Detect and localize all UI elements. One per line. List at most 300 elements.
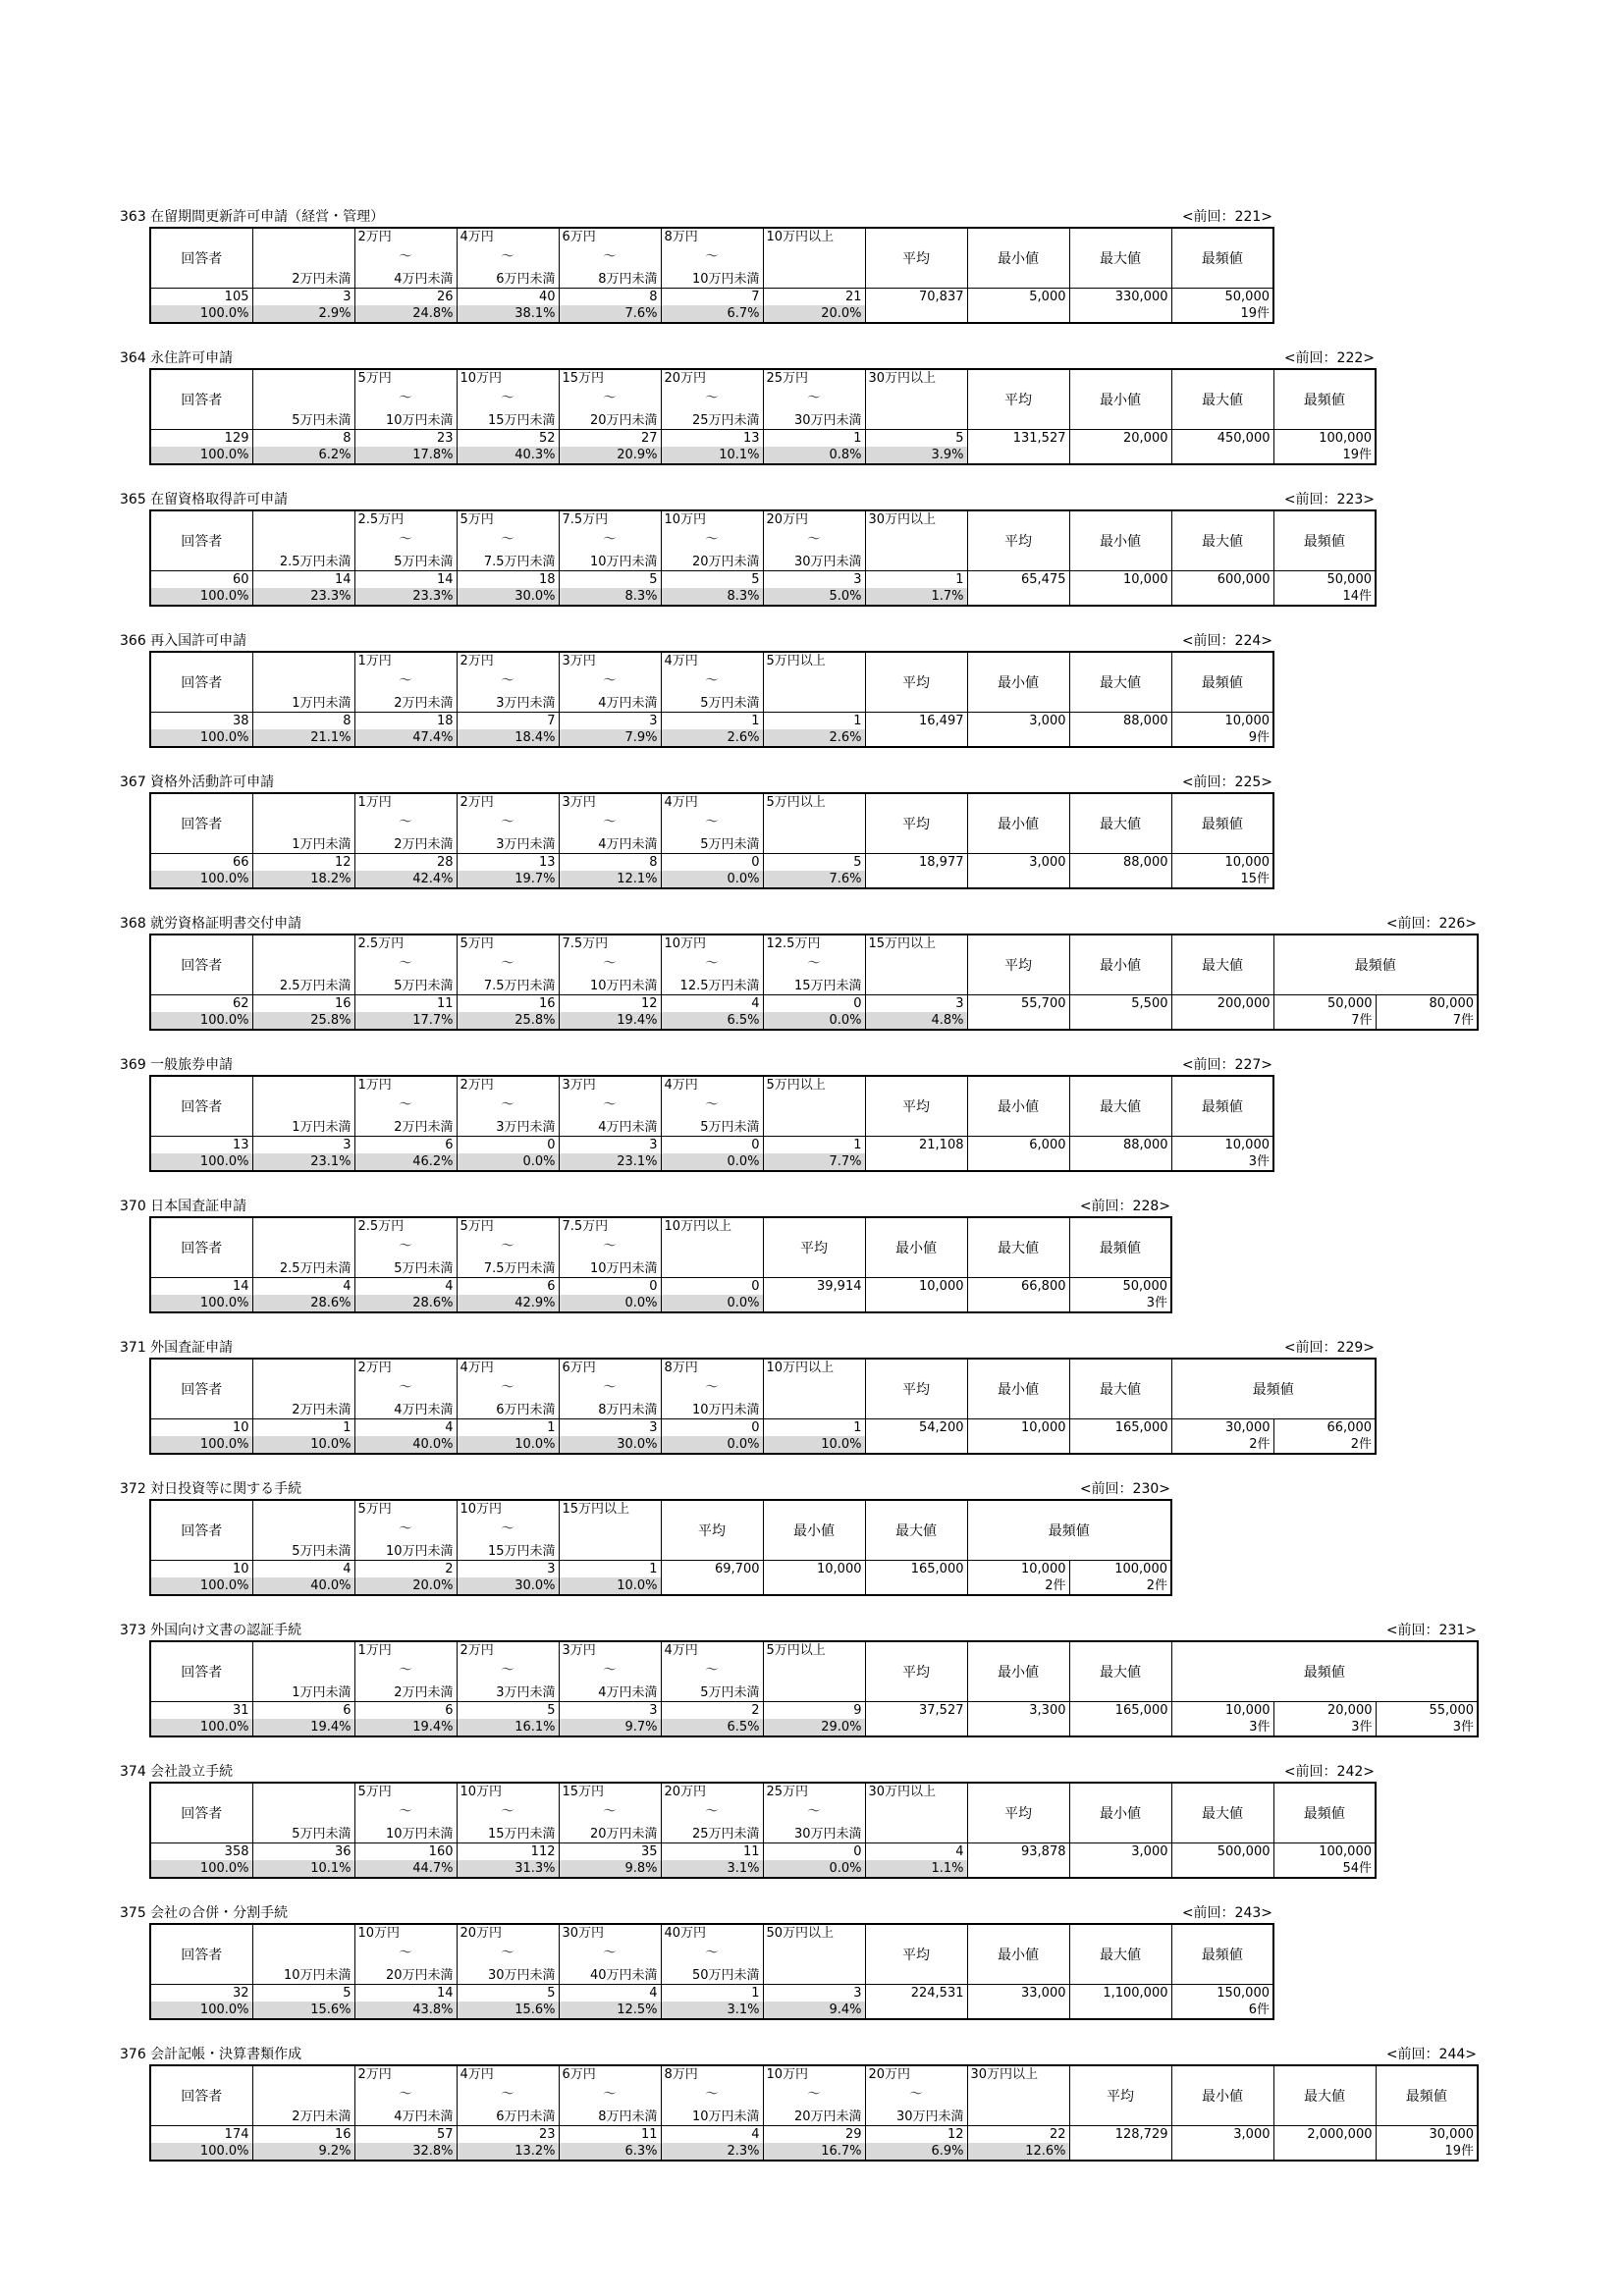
- max-header: [1069, 1641, 1171, 1702]
- bin-pct: 3.9%: [865, 447, 967, 464]
- mode-label: 最頻値: [1201, 1099, 1243, 1115]
- bin-pct: 25.8%: [252, 1012, 354, 1030]
- respondent-count: 10: [150, 1561, 252, 1578]
- mode-label: 最頻値: [1201, 1948, 1243, 1963]
- avg-header-label: 平均: [902, 1099, 930, 1115]
- section-title: 369 一般旅券申請: [120, 1057, 234, 1073]
- tilde: ～: [501, 2087, 514, 2102]
- respondent-count: 14: [150, 1278, 252, 1296]
- min-header-label: 最小値: [998, 817, 1039, 832]
- bin-upper: 2.5万円未満: [279, 555, 352, 569]
- bin-pct: 13.2%: [457, 2143, 559, 2161]
- bin-upper: 3万円未満: [496, 1685, 556, 1700]
- respondents-header: [150, 228, 252, 289]
- mode-count: 7件: [1376, 1012, 1478, 1030]
- bin-lower: 10万円以上: [664, 1219, 732, 1234]
- empty-cell: [1171, 1012, 1273, 1030]
- bin-pct: 24.8%: [354, 305, 457, 323]
- bin-header: [252, 1217, 354, 1278]
- bin-pct: 16.7%: [763, 2143, 865, 2161]
- max-header-label: 最大値: [1100, 1948, 1141, 1963]
- bin-pct: 21.1%: [252, 729, 354, 747]
- bin-header: [354, 1217, 457, 1278]
- avg-header-label: 平均: [902, 1665, 930, 1681]
- section-title: 366 再入国許可申請: [120, 633, 247, 649]
- empty-cell: [967, 1295, 1069, 1312]
- max-header: [1069, 652, 1171, 713]
- bin-lower: 8万円: [664, 1361, 698, 1375]
- empty-cell: [865, 1436, 967, 1454]
- tilde: ～: [603, 1097, 617, 1112]
- mode-count: 6件: [1171, 2002, 1273, 2019]
- tilde: ～: [399, 1239, 412, 1254]
- bin-header: [559, 1076, 661, 1137]
- min-header: [967, 1641, 1069, 1702]
- bin-header: [354, 1924, 457, 1985]
- bin-count: 1: [457, 1419, 559, 1437]
- min-value: 10,000: [763, 1561, 865, 1578]
- bin-pct: 3.1%: [661, 1860, 763, 1878]
- bin-header: [865, 510, 967, 571]
- bin-header: [763, 934, 865, 995]
- tilde: ～: [705, 1946, 719, 1960]
- bin-pct: 40.0%: [252, 1577, 354, 1595]
- mode-label: 最頻値: [1303, 393, 1345, 408]
- mode-value: 30,000: [1376, 2126, 1478, 2144]
- min-header: [763, 1500, 865, 1561]
- fee-distribution-table: [149, 792, 1274, 889]
- bin-header: [559, 1924, 661, 1985]
- respondent-total-pct: 100.0%: [150, 1577, 252, 1595]
- bin-count: 3: [457, 1561, 559, 1578]
- bin-upper: 7.5万円未満: [483, 979, 556, 993]
- bin-count: 1: [559, 1561, 661, 1578]
- bin-header: [252, 510, 354, 571]
- tilde: ～: [807, 532, 821, 547]
- bin-lower: 15万円: [562, 371, 605, 386]
- respondents-label: 回答者: [181, 1523, 223, 1539]
- tilde: ～: [705, 1097, 719, 1112]
- tilde: ～: [705, 1380, 719, 1395]
- bin-header: [865, 1783, 967, 1843]
- bin-header: [252, 1641, 354, 1702]
- respondents-header: [150, 1076, 252, 1137]
- bin-count: 0: [661, 1137, 763, 1154]
- tilde: ～: [603, 1663, 617, 1678]
- bin-count: 7: [661, 289, 763, 306]
- max-header-label: 最大値: [998, 1241, 1039, 1256]
- bin-header: [865, 369, 967, 430]
- bin-upper: 5万円未満: [394, 1261, 454, 1276]
- bin-upper: 5万円未満: [394, 979, 454, 993]
- bin-count: 5: [252, 1985, 354, 2002]
- bin-pct: 4.8%: [865, 1012, 967, 1030]
- bin-upper: 5万円未満: [700, 1120, 760, 1135]
- max-value: 88,000: [1069, 713, 1171, 730]
- bin-count: 5: [457, 1702, 559, 1720]
- tilde: ～: [399, 249, 412, 264]
- bin-count: 1: [661, 1985, 763, 2002]
- avg-value: 18,977: [865, 854, 967, 872]
- bin-upper: 5万円未満: [700, 837, 760, 852]
- mode-value: 50,000: [1069, 1278, 1171, 1296]
- bin-upper: 25万円未満: [691, 1827, 760, 1842]
- bin-count: 12: [252, 854, 354, 872]
- avg-header: [967, 510, 1069, 571]
- bin-pct: 3.1%: [661, 2002, 763, 2019]
- respondents-label: 回答者: [181, 675, 223, 691]
- bin-count: 4: [661, 995, 763, 1013]
- tilde: ～: [501, 956, 514, 971]
- bin-pct: 17.7%: [354, 1012, 457, 1030]
- min-header-label: 最小値: [998, 675, 1039, 691]
- bin-pct: 8.3%: [559, 588, 661, 606]
- bin-upper: 7.5万円未満: [483, 1261, 556, 1276]
- bin-upper: 6万円未満: [496, 2109, 556, 2124]
- avg-header-label: 平均: [902, 1382, 930, 1398]
- bin-upper: 5万円未満: [292, 1827, 352, 1842]
- avg-header-label: 平均: [902, 1948, 930, 1963]
- avg-header-label: 平均: [698, 1523, 726, 1539]
- min-header: [967, 1359, 1069, 1419]
- bin-header: [559, 510, 661, 571]
- respondent-count: 38: [150, 713, 252, 730]
- empty-cell: [865, 1577, 967, 1595]
- bin-lower: 20万円: [460, 1926, 503, 1941]
- fee-distribution-table: [149, 1216, 1172, 1313]
- bin-count: 2: [661, 1702, 763, 1720]
- bin-lower: 2万円: [460, 1078, 494, 1093]
- bin-header: [763, 369, 865, 430]
- bin-lower: 8万円: [664, 230, 698, 244]
- bin-lower: 10万円: [766, 2067, 809, 2082]
- bin-pct: 23.3%: [252, 588, 354, 606]
- bin-count: 21: [763, 289, 865, 306]
- bin-header: [559, 934, 661, 995]
- bin-count: 16: [252, 995, 354, 1013]
- tilde: ～: [807, 2087, 821, 2102]
- max-header: [1069, 1076, 1171, 1137]
- bin-pct: 9.7%: [559, 1719, 661, 1736]
- bin-pct: 23.1%: [252, 1153, 354, 1171]
- bin-header: [252, 2065, 354, 2126]
- section-title: 376 会計記帳・決算書類作成: [120, 2047, 302, 2062]
- bin-count: 1: [763, 713, 865, 730]
- bin-pct: 6.5%: [661, 1719, 763, 1736]
- min-value: 10,000: [1069, 571, 1171, 589]
- mode-value: 66,000: [1273, 1419, 1376, 1437]
- mode-header: [1171, 1924, 1273, 1985]
- bin-pct: 46.2%: [354, 1153, 457, 1171]
- bin-count: 14: [252, 571, 354, 589]
- bin-upper: 8万円未満: [598, 1403, 658, 1417]
- bin-pct: 6.2%: [252, 447, 354, 464]
- bin-pct: 9.4%: [763, 2002, 865, 2019]
- max-header-label: 最大値: [1100, 817, 1141, 832]
- empty-cell: [1069, 305, 1171, 323]
- bin-pct: 30.0%: [457, 1577, 559, 1595]
- max-header-label: 最大値: [895, 1523, 937, 1539]
- max-value: 88,000: [1069, 854, 1171, 872]
- respondent-total-pct: 100.0%: [150, 588, 252, 606]
- max-header: [1171, 1783, 1273, 1843]
- bin-lower: 2万円: [460, 1643, 494, 1658]
- bin-upper: 4万円未満: [598, 696, 658, 711]
- bin-count: 28: [354, 854, 457, 872]
- bin-header: [252, 369, 354, 430]
- avg-header-label: 平均: [1004, 1806, 1032, 1822]
- avg-header-label: 平均: [902, 817, 930, 832]
- bin-pct: 15.6%: [252, 2002, 354, 2019]
- mode-header: [1171, 793, 1273, 854]
- max-value: 165,000: [1069, 1702, 1171, 1720]
- mode-count: 3件: [1171, 1153, 1273, 1171]
- max-header: [1069, 1359, 1171, 1419]
- bin-pct: 43.8%: [354, 2002, 457, 2019]
- tilde: ～: [501, 1522, 514, 1536]
- min-header: [1069, 369, 1171, 430]
- max-header-label: 最大値: [1304, 2089, 1345, 2105]
- bin-pct: 10.0%: [252, 1436, 354, 1454]
- bin-lower: 7.5万円: [562, 936, 609, 951]
- bin-count: 0: [661, 854, 763, 872]
- avg-header: [865, 793, 967, 854]
- respondent-count: 31: [150, 1702, 252, 1720]
- bin-lower: 1万円: [357, 795, 392, 810]
- mode-value: 50,000: [1171, 289, 1273, 306]
- mode-header: [1171, 1076, 1273, 1137]
- bin-pct: 0.0%: [457, 1153, 559, 1171]
- bin-lower: 4万円: [460, 230, 494, 244]
- bin-pct: 0.0%: [763, 1012, 865, 1030]
- bin-lower: 4万円: [664, 795, 698, 810]
- bin-upper: 5万円未満: [292, 413, 352, 428]
- bin-header: [763, 1076, 865, 1137]
- bin-count: 1: [763, 430, 865, 448]
- empty-cell: [1069, 1719, 1171, 1736]
- bin-pct: 17.8%: [354, 447, 457, 464]
- bin-lower: 4万円: [664, 654, 698, 668]
- bin-header: [457, 1924, 559, 1985]
- bin-pct: 38.1%: [457, 305, 559, 323]
- empty-cell: [661, 1577, 763, 1595]
- bin-pct: 19.4%: [559, 1012, 661, 1030]
- bin-pct: 7.9%: [559, 729, 661, 747]
- bin-header: [354, 934, 457, 995]
- bin-upper: 2万円未満: [394, 1120, 454, 1135]
- avg-header-label: 平均: [1004, 958, 1032, 974]
- bin-pct: 23.3%: [354, 588, 457, 606]
- respondents-label: 回答者: [181, 1806, 223, 1822]
- bin-count: 4: [354, 1278, 457, 1296]
- mode-header: [1376, 2065, 1478, 2126]
- bin-upper: 30万円未満: [793, 555, 862, 569]
- bin-pct: 32.8%: [354, 2143, 457, 2161]
- min-header-label: 最小値: [998, 1948, 1039, 1963]
- tilde: ～: [399, 1804, 412, 1819]
- tilde: ～: [603, 956, 617, 971]
- empty-cell: [1069, 2002, 1171, 2019]
- bin-lower: 10万円: [460, 1785, 503, 1799]
- bin-header: [661, 1924, 763, 1985]
- bin-lower: 5万円: [460, 512, 494, 527]
- bin-lower: 4万円: [460, 1361, 494, 1375]
- bin-upper: 5万円未満: [292, 1544, 352, 1559]
- max-header-label: 最大値: [1202, 393, 1243, 408]
- previous-ref: <前回：221>: [1181, 209, 1272, 225]
- mode-value: 10,000: [1171, 854, 1273, 872]
- bin-lower: 2万円: [460, 654, 494, 668]
- bin-count: 11: [661, 1843, 763, 1861]
- bin-upper: 30万円未満: [793, 413, 862, 428]
- max-header: [1069, 228, 1171, 289]
- tilde: ～: [399, 391, 412, 405]
- bin-pct: 44.7%: [354, 1860, 457, 1878]
- bin-lower: 4万円: [460, 2067, 494, 2082]
- section-title: 371 外国査証申請: [120, 1340, 234, 1356]
- fee-distribution-table: [149, 1358, 1377, 1455]
- bin-header: [252, 652, 354, 713]
- avg-value: 224,531: [865, 1985, 967, 2002]
- avg-header: [1069, 2065, 1171, 2126]
- bin-header: [457, 934, 559, 995]
- min-value: 33,000: [967, 1985, 1069, 2002]
- bin-pct: 5.0%: [763, 588, 865, 606]
- bin-header: [559, 228, 661, 289]
- tilde: ～: [705, 1804, 719, 1819]
- bin-header: [661, 228, 763, 289]
- bin-upper: 4万円未満: [598, 837, 658, 852]
- mode-value: 10,000: [967, 1561, 1069, 1578]
- bin-count: 0: [457, 1137, 559, 1154]
- mode-label: 最頻値: [1252, 1382, 1294, 1398]
- max-header-label: 最大値: [1100, 1382, 1141, 1398]
- min-value: 3,000: [1069, 1843, 1171, 1861]
- respondent-count: 62: [150, 995, 252, 1013]
- bin-lower: 30万円以上: [868, 1785, 937, 1799]
- bin-count: 16: [252, 2126, 354, 2144]
- previous-ref: <前回：225>: [1181, 774, 1272, 790]
- bin-header: [354, 228, 457, 289]
- tilde: ～: [603, 391, 617, 405]
- bin-header: [559, 1641, 661, 1702]
- bin-pct: 2.6%: [763, 729, 865, 747]
- respondent-total-pct: 100.0%: [150, 1012, 252, 1030]
- respondent-total-pct: 100.0%: [150, 729, 252, 747]
- max-header: [1171, 510, 1273, 571]
- bin-upper: 6万円未満: [496, 1403, 556, 1417]
- bin-header: [354, 1641, 457, 1702]
- bin-header: [252, 1076, 354, 1137]
- bin-upper: 1万円未満: [292, 837, 352, 852]
- bin-lower: 20万円: [664, 1785, 707, 1799]
- min-value: 10,000: [865, 1278, 967, 1296]
- bin-upper: 50万円未満: [691, 1968, 760, 1983]
- section-title: 375 会社の合併・分割手続: [120, 1905, 289, 1921]
- empty-cell: [967, 305, 1069, 323]
- mode-count: 19件: [1376, 2143, 1478, 2161]
- min-value: 10,000: [967, 1419, 1069, 1437]
- bin-lower: 30万円: [562, 1926, 605, 1941]
- bin-pct: 19.7%: [457, 871, 559, 888]
- bin-upper: 4万円未満: [598, 1120, 658, 1135]
- min-header-label: 最小値: [1100, 534, 1141, 550]
- tilde: ～: [399, 1946, 412, 1960]
- bin-pct: 2.6%: [661, 729, 763, 747]
- bin-lower: 4万円: [664, 1078, 698, 1093]
- respondents-label: 回答者: [181, 534, 223, 550]
- min-value: 3,300: [967, 1702, 1069, 1720]
- mode-count: 7件: [1273, 1012, 1376, 1030]
- mode-count: 2件: [1273, 1436, 1376, 1454]
- bin-pct: 10.1%: [661, 447, 763, 464]
- bin-count: 4: [559, 1985, 661, 2002]
- bin-header: [559, 2065, 661, 2126]
- fee-distribution-table: [149, 934, 1479, 1031]
- bin-lower: 50万円以上: [766, 1926, 835, 1941]
- bin-lower: 3万円: [562, 795, 596, 810]
- avg-header-label: 平均: [800, 1241, 828, 1256]
- empty-cell: [967, 1153, 1069, 1171]
- bin-header: [763, 1359, 865, 1419]
- bin-pct: 23.1%: [559, 1153, 661, 1171]
- bin-header: [763, 793, 865, 854]
- bin-count: 12: [865, 2126, 967, 2144]
- bin-pct: 15.6%: [457, 2002, 559, 2019]
- bin-lower: 30万円以上: [970, 2067, 1039, 2082]
- bin-lower: 2万円: [357, 230, 392, 244]
- min-header: [1069, 510, 1171, 571]
- previous-ref: <前回：231>: [1385, 1623, 1477, 1638]
- mode-value: 100,000: [1273, 430, 1376, 448]
- respondents-label: 回答者: [181, 1665, 223, 1681]
- bin-upper: 10万円未満: [691, 2109, 760, 2124]
- bin-pct: 1.7%: [865, 588, 967, 606]
- bin-upper: 4万円未満: [598, 1685, 658, 1700]
- mode-label: 最頻値: [1201, 251, 1243, 267]
- bin-header: [354, 793, 457, 854]
- respondent-total-pct: 100.0%: [150, 1719, 252, 1736]
- tilde: ～: [399, 1097, 412, 1112]
- bin-pct: 9.8%: [559, 1860, 661, 1878]
- empty-cell: [967, 1436, 1069, 1454]
- max-header: [1171, 934, 1273, 995]
- bin-lower: 2.5万円: [357, 512, 405, 527]
- mode-value: 100,000: [1069, 1561, 1171, 1578]
- mode-label: 最頻値: [1099, 1241, 1141, 1256]
- empty-cell: [967, 447, 1069, 464]
- mode-label: 最頻値: [1303, 1665, 1345, 1681]
- bin-header: [252, 228, 354, 289]
- bin-lower: 15万円以上: [868, 936, 937, 951]
- max-value: 500,000: [1171, 1843, 1273, 1861]
- fee-distribution-table: [149, 2064, 1479, 2162]
- mode-value: 55,000: [1376, 1702, 1478, 1720]
- bin-lower: 30万円以上: [868, 371, 937, 386]
- max-header: [1171, 369, 1273, 430]
- bin-header: [457, 1217, 559, 1278]
- bin-header: [763, 1924, 865, 1985]
- bin-header: [661, 934, 763, 995]
- bin-pct: 7.6%: [559, 305, 661, 323]
- avg-value: 55,700: [967, 995, 1069, 1013]
- bin-upper: 8万円未満: [598, 2109, 658, 2124]
- bin-upper: 2.5万円未満: [279, 1261, 352, 1276]
- bin-header: [661, 793, 763, 854]
- respondents-header: [150, 1217, 252, 1278]
- bin-count: 3: [763, 1985, 865, 2002]
- bin-count: 0: [661, 1278, 763, 1296]
